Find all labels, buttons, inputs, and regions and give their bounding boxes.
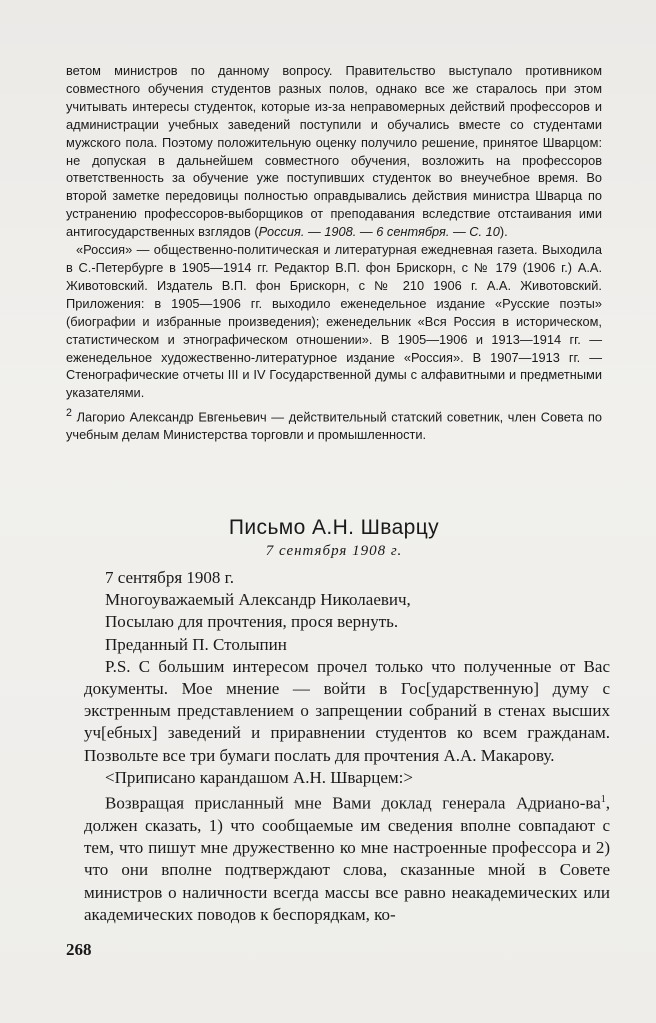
note-citation-close: ). [499,224,508,240]
letter-heading [66,515,602,561]
footnote-2-marker: 2 [66,407,72,420]
pencil-note: <Приписано карандашом А.Н. Шварцем:> [105,767,413,787]
page-number: 268 [66,940,92,959]
endnotes-block [66,62,602,444]
footnote-2 [66,405,602,444]
note-continuation [66,62,602,241]
letter-salutation: Многоуважаемый Александр Николаевич, [105,590,411,610]
note-rossiya: «Россия» — общественно-политическая и литературная ежедневная газета. Выходила в С.-Петербурге в 1905—1914 гг. Редактор В.П. фон Брискорн, с № 179 (1906 г.) А.А. Животовский. Издатель В.П. фон Брискорн, с № 210 1906 г. А.А. Животовский. Приложения: в 1905—1906 гг. выходило еженедельное издание «Русские поэты» (биографии и избранные произведения); еженедельник «Вся Россия в историческом, статистическом и этнографическом отношении». В 1905—1906 и 1913—1914 гг. — еженедельное художественно-литературное издание «Россия». В 1907—1913 гг. — Стенографические отчеты III и IV Государственной думы с алфавитными и предметными указателями. [66,242,602,401]
schwarz-reply-part2: , должен сказать, 1) что сообщаемые им сведения вполне совпадают с тем, что пишут мне дружественно ко мне настроенные профессора и 2) что они вполне подтверждают слова, сказанные мной в Совете министров о наличности всегда массы все равно неакадемических или академических поводов к беспорядкам, ко- [84,793,610,924]
schwarz-reply [84,789,610,926]
schwarz-reply-part1: Возвращая присланный мне Вами доклад генерала Адриано-ва [105,793,601,813]
letter-body [84,567,610,926]
letter-signature: Преданный П. Столыпин [105,634,287,654]
note-continuation-text: ветом министров по данному вопросу. Правительство выступало противником совместного обучения студентов разных полов, однако все же старалось при этом учитывать интересы студенток, которые из-за неправомерных действий профессоров и администрации учебных заведений поступили и обучались вместе со студентами мужского пола. Поэтому положительную оценку получило решение, принятое Шварцом: не допуская в дальнейшем совместного обучения, возложить на профессоров ответственность за обучение уже поступивших студенток во внеучебное время. Во второй заметке передовицы полностью оправдывались действия министра Шварца по устранению профессоров-выборщиков от преподавания вследствие отстаивания ими антигосударственных взглядов ( [66,63,602,240]
footnote-2-text: Лагорио Александр Евгеньевич — действительный статский советник, член Совета по учебным делам Министерства торговли и промышленности. [66,409,602,443]
letter-heading-date: 7 сентября 1908 г. [265,543,403,559]
letter-title: Письмо А.Н. Шварцу [228,516,440,539]
letter-request: Посылаю для прочтения, прося вернуть. [105,612,399,632]
note-citation: Россия. — 1908. — 6 сентября. — С. 10 [258,224,500,240]
letter-date-line: 7 сентября 1908 г. [105,568,234,587]
letter-postscript: P.S. С большим интересом прочел только что полученные от Вас документы. Мое мнение — войти в Гос[ударственную] думу с экстренным представлением о запрещении собраний в стенах высших уч[ебных] заведений и приравнении студентов ко всем гражданам. Позвольте все три бумаги послать для прочтения А.А. Макарову. [84,656,610,765]
footnote-1-ref: 1 [600,794,606,806]
